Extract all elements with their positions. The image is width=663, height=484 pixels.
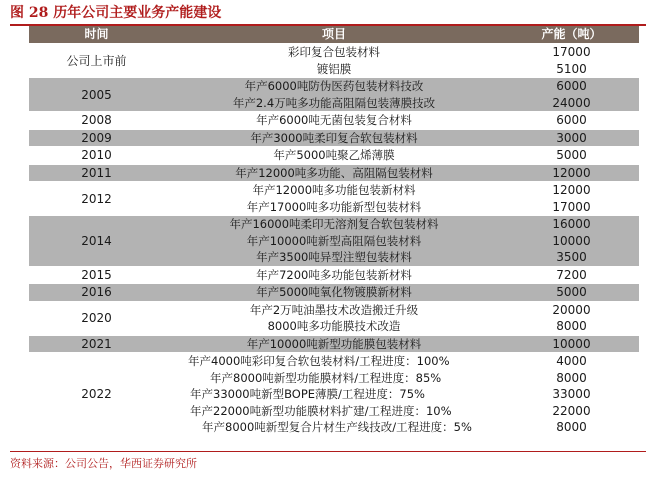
row-year: 2022 [81,387,112,402]
table-row [29,215,639,266]
row-projects [164,112,504,129]
row-year: 2020 [81,311,112,325]
table-row [29,43,639,77]
row-capacities [504,44,639,77]
capacity-value: 33000 [552,387,591,401]
project-line: 彩印复合包装材料 [288,45,380,59]
row-capacities [504,112,639,129]
row-projects [164,267,504,284]
capacity-value: 3000 [556,130,587,145]
row-year: 2015 [81,267,112,282]
row-capacities [504,336,639,353]
project-line: 年产12000吨多功能、高阻隔包装材料 [235,165,433,180]
table-row [29,146,639,164]
table-row [29,301,639,335]
capacity-value: 20000 [552,302,591,317]
row-year: 2008 [81,113,112,128]
project-line: 年产2.4万吨多功能高阻隔包装薄膜技改 [232,95,436,110]
row-year: 2005 [81,87,112,102]
table-row [29,181,639,215]
row-projects [164,130,504,147]
capacity-value: 17000 [552,45,591,59]
capacity-value: 6000 [556,113,587,127]
project-line: 年产8000吨新型复合片材生产线技改/工程进度：5% [202,420,472,434]
capacity-value: 5000 [556,148,587,162]
row-projects [164,182,504,215]
capacity-value: 22000 [552,403,591,418]
capacity-value: 16000 [552,217,591,231]
project-line: 年产10000吨新型高阻隔包装材料 [246,233,422,248]
row-capacities [504,284,639,301]
capacity-value: 5100 [556,61,587,76]
project-line: 年产8000吨新型功能膜材料/工程进度：85% [210,370,442,385]
capacity-value: 10000 [552,233,591,248]
header-year: 时间 [84,27,109,41]
row-projects [164,336,504,353]
row-capacities [504,267,639,284]
capacity-value: 10000 [552,336,591,351]
row-capacities [504,130,639,147]
table-row [29,164,639,182]
capacity-value: 24000 [552,95,591,110]
capacity-value: 7200 [556,267,587,282]
project-line: 年产5000吨聚乙烯薄膜 [273,148,395,162]
project-line: 年产22000吨新型功能膜材料扩建/工程进度：10% [190,403,452,418]
row-capacities [504,78,639,111]
capacity-value: 4000 [556,354,587,368]
row-year: 2010 [81,148,112,163]
row-year: 2021 [81,336,112,351]
row-year: 2012 [81,191,112,206]
project-line: 年产10000吨新型功能膜包装材料 [246,336,422,351]
table-row [29,335,639,353]
figure-title: 图 28 历年公司主要业务产能建设 [10,5,222,21]
project-line: 年产6000吨防伪医药包装材料技改 [244,79,424,93]
capacity-table [29,26,639,436]
row-year: 2011 [81,165,112,180]
row-projects [164,147,504,164]
row-year: 2014 [81,233,112,248]
row-year: 2009 [81,130,112,145]
header-capacity: 产能（吨） [541,27,602,41]
project-line: 年产3000吨柔印复合软包装材料 [250,130,418,145]
project-line: 年产16000吨柔印无溶剂复合软包装材料 [229,217,439,231]
capacity-value: 12000 [552,165,591,180]
capacity-value: 8000 [556,420,587,434]
row-capacities [504,302,639,335]
row-projects [164,216,504,266]
project-line: 年产6000吨无菌包装复合材料 [256,113,412,127]
row-capacities [504,147,639,164]
row-projects [164,353,504,436]
bottom-rule [10,451,646,452]
table-body [29,43,639,436]
capacity-value: 6000 [556,79,587,93]
header-project: 项目 [321,27,346,41]
project-line: 年产12000吨多功能包装新材料 [252,183,416,197]
table-row [29,283,639,301]
table-row [29,129,639,147]
row-year: 公司上市前 [66,54,127,68]
row-projects [164,44,504,77]
project-line: 年产4000吨彩印复合软包装材料/工程进度：100% [188,354,450,368]
capacity-value: 3500 [556,250,587,264]
table-row [29,266,639,284]
row-projects [164,165,504,182]
project-line: 年产33000吨新型BOPE薄膜/工程进度：75% [190,387,425,401]
row-projects [164,284,504,301]
row-capacities [504,353,639,436]
project-line: 8000吨多功能膜技术改造 [267,319,401,333]
project-line: 年产3500吨异型注塑包装材料 [256,250,412,264]
project-line: 镀铝膜 [316,61,352,76]
row-capacities [504,165,639,182]
table-row [29,111,639,129]
project-line: 年产2万吨油墨技术改造搬迁升级 [249,302,419,317]
row-capacities [504,216,639,266]
project-line: 年产17000吨多功能新型包装材料 [246,199,422,214]
project-line: 年产7200吨多功能包装新材料 [256,267,412,282]
capacity-value: 12000 [552,183,591,197]
table-header [29,26,639,43]
table-row [29,352,639,436]
capacity-value: 5000 [556,285,587,299]
capacity-value: 8000 [556,370,587,385]
row-projects [164,302,504,335]
capacity-value: 17000 [552,199,591,214]
table-row [29,77,639,111]
row-projects [164,78,504,111]
source-note: 资料来源：公司公告，华西证券研究所 [10,457,197,470]
row-year: 2016 [81,285,112,300]
row-capacities [504,182,639,215]
project-line: 年产5000吨氧化物镀膜新材料 [256,285,412,299]
capacity-value: 8000 [556,319,587,333]
